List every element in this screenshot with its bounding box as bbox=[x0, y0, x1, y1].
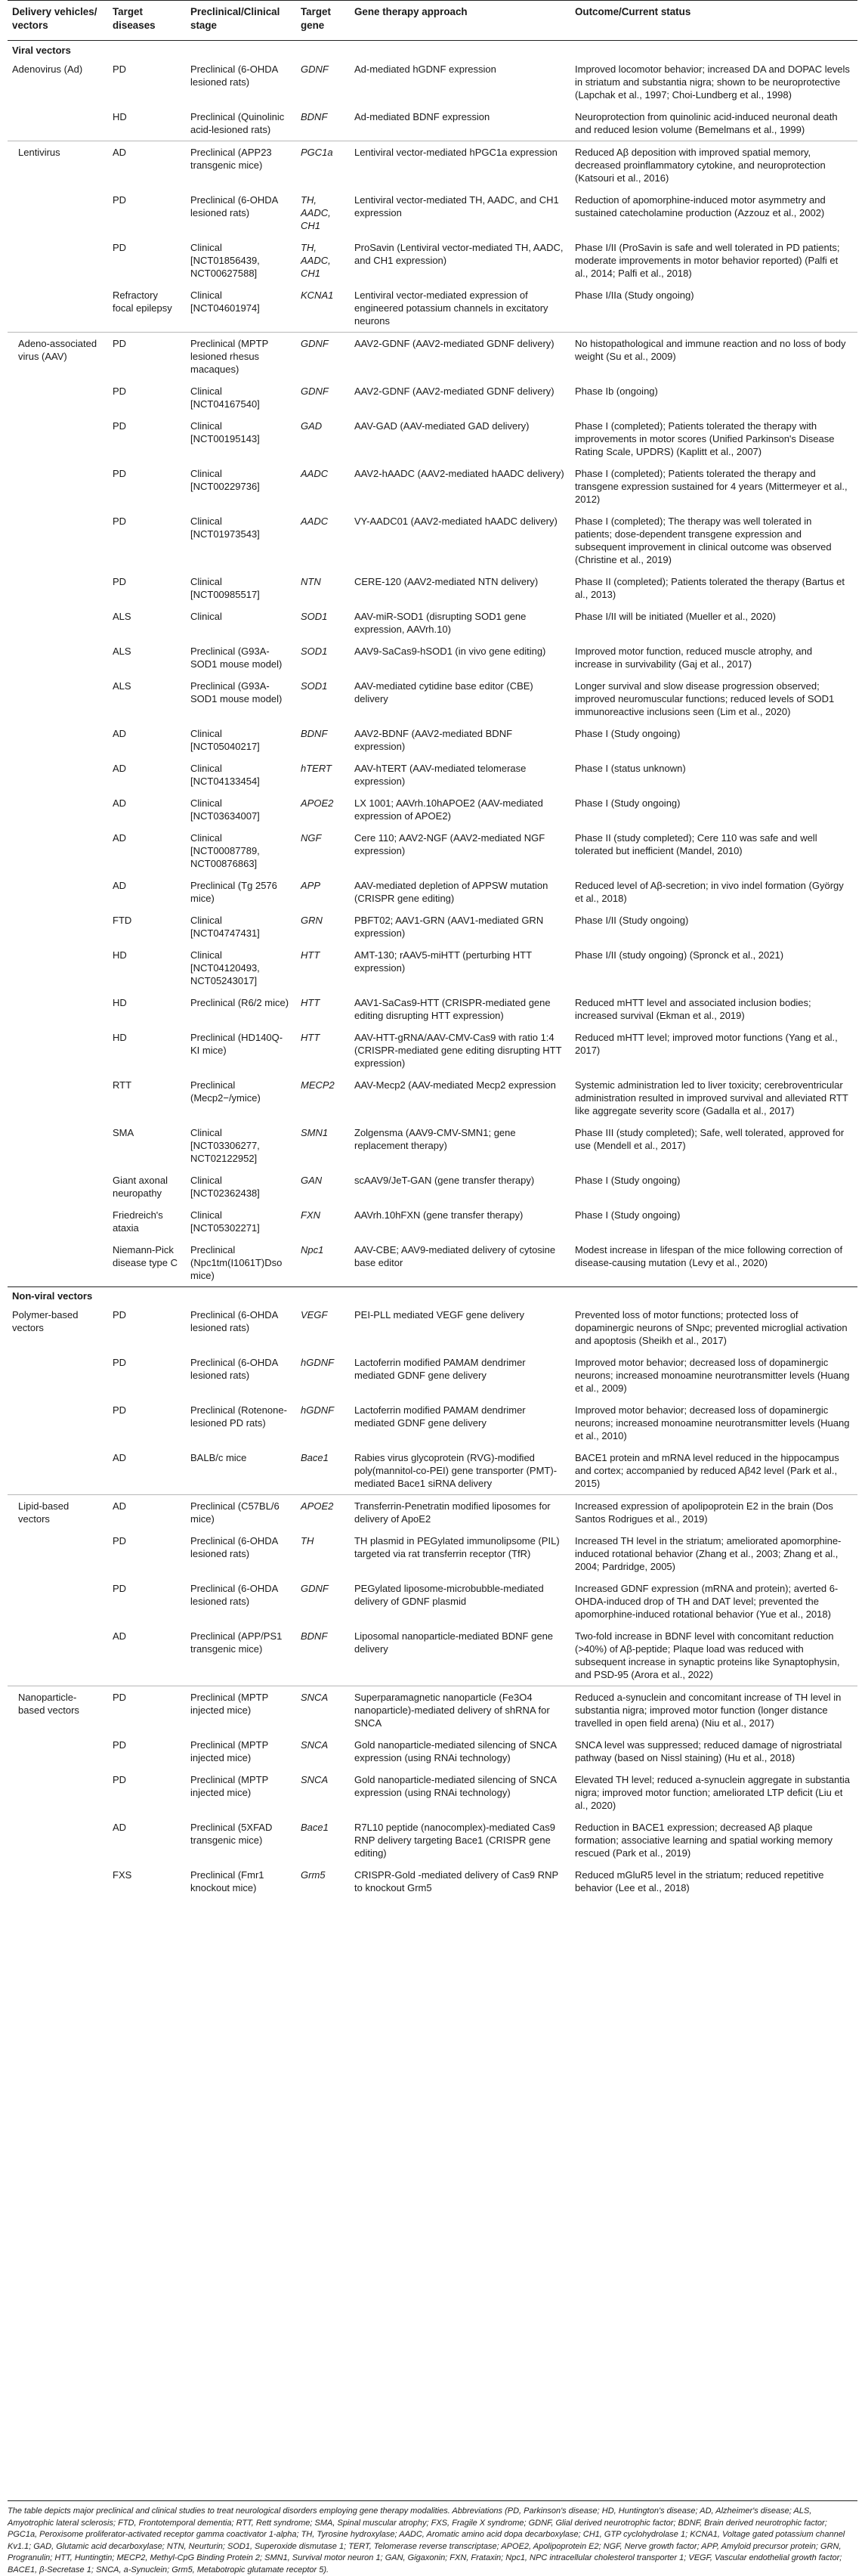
outcome-cell: Phase I/II (Study ongoing) bbox=[575, 915, 689, 926]
outcome-cell: Systemic administration led to liver toxicity; cerebroventricular administration resulted in improved survival and alleviated RTT like aggregate severity score (Gadalla et al., 2017) bbox=[575, 1079, 848, 1116]
approach-cell: CERE-120 (AAV2-mediated NTN delivery) bbox=[354, 576, 539, 587]
table-row bbox=[8, 1169, 857, 1204]
approach-cell: Liposomal nanoparticle-mediated BDNF gene delivery bbox=[354, 1630, 554, 1655]
table-row bbox=[8, 792, 857, 827]
approach-cell: Lactoferrin modified PAMAM dendrimer mediated GDNF gene delivery bbox=[354, 1357, 526, 1381]
gene-cell: APOE2 bbox=[296, 1495, 350, 1531]
stage-cell: Clinical [NCT02362438] bbox=[190, 1175, 260, 1199]
table-row bbox=[8, 675, 857, 723]
outcome-cell: Phase I/II (study ongoing) (Spronck et al., 2021) bbox=[575, 949, 784, 961]
disease-cell: AD bbox=[113, 1630, 127, 1642]
disease-cell: FTD bbox=[113, 915, 132, 926]
stage-cell: Preclinical (Mecp2−/ymice) bbox=[190, 1079, 261, 1104]
disease-cell: FXS bbox=[113, 1869, 132, 1881]
gene-cell: Npc1 bbox=[301, 1244, 324, 1255]
stage-cell: Preclinical (6-OHDA lesioned rats) bbox=[190, 63, 278, 88]
disease-cell: PD bbox=[113, 468, 127, 479]
outcome-cell: Phase I (Study ongoing) bbox=[575, 797, 681, 809]
gene-cell: HTT bbox=[301, 949, 320, 961]
gene-cell: SOD1 bbox=[301, 611, 328, 622]
vehicle-cell: Polymer-based vectors bbox=[12, 1309, 79, 1333]
outcome-cell: Phase I (status unknown) bbox=[575, 763, 686, 774]
outcome-cell: Phase II (study completed); Cere 110 was safe and well tolerated but inefficient (Mandel, 2010) bbox=[575, 832, 817, 856]
gene-cell: BDNF bbox=[301, 111, 328, 122]
stage-cell: Preclinical (HD140Q-KI mice) bbox=[190, 1032, 283, 1056]
table-row bbox=[8, 1816, 857, 1864]
approach-cell: AAV-Mecp2 (AAV-mediated Mecp2 expression bbox=[354, 1079, 556, 1091]
approach-cell: AAVrh.10hFXN (gene transfer therapy) bbox=[354, 1209, 524, 1221]
table-row bbox=[8, 992, 857, 1026]
approach-cell: PEI-PLL mediated VEGF gene delivery bbox=[354, 1309, 524, 1321]
vehicle-cell: Lentivirus bbox=[8, 141, 108, 333]
stage-cell: Clinical [NCT03306277, NCT02122952] bbox=[190, 1127, 260, 1164]
stage-cell: Preclinical (APP/PS1 transgenic mice) bbox=[190, 1630, 283, 1655]
approach-cell: scAAV9/JeT-GAN (gene transfer therapy) bbox=[354, 1175, 535, 1186]
stage-cell: Preclinical (APP23 transgenic mice) bbox=[186, 141, 296, 190]
gene-cell: SOD1 bbox=[301, 646, 328, 657]
table-row bbox=[8, 1399, 857, 1447]
table-row bbox=[8, 463, 857, 510]
disease-cell: PD bbox=[113, 1535, 127, 1547]
approach-cell: Ad-mediated BDNF expression bbox=[354, 111, 490, 122]
table-row bbox=[8, 827, 857, 875]
disease-cell: SMA bbox=[113, 1127, 134, 1138]
approach-cell: CRISPR-Gold -mediated delivery of Cas9 RNP to knockout Grm5 bbox=[354, 1869, 558, 1893]
vehicle-cell: Lipid-based vectors bbox=[8, 1495, 108, 1686]
col-header-outcome: Outcome/Current status bbox=[570, 1, 857, 41]
table-row bbox=[8, 1447, 857, 1495]
disease-cell: HD bbox=[113, 1032, 127, 1043]
outcome-cell: Reduced level of Aβ-secretion; in vivo indel formation (György et al., 2018) bbox=[575, 880, 844, 904]
disease-cell: AD bbox=[108, 141, 186, 190]
table-row bbox=[8, 571, 857, 605]
outcome-cell: Phase Ib (ongoing) bbox=[575, 385, 658, 397]
stage-cell: Preclinical (R6/2 mice) bbox=[190, 997, 289, 1008]
table-row bbox=[8, 723, 857, 757]
table-row bbox=[8, 1530, 857, 1577]
section-row bbox=[8, 1287, 857, 1305]
table-body bbox=[8, 41, 857, 1899]
stage-cell: Clinical [NCT04747431] bbox=[190, 915, 260, 939]
table-row bbox=[8, 640, 857, 675]
disease-cell: PD bbox=[113, 516, 127, 527]
approach-cell: Gold nanoparticle-mediated silencing of SNCA expression (using RNAi technology) bbox=[354, 1739, 557, 1763]
section-row bbox=[8, 41, 857, 59]
col-header-disease: Target diseases bbox=[108, 1, 186, 41]
disease-cell: Niemann-Pick disease type C bbox=[113, 1244, 178, 1268]
stage-cell: Clinical [NCT04120493, NCT05243017] bbox=[190, 949, 260, 986]
disease-cell: AD bbox=[113, 832, 127, 844]
disease-cell: AD bbox=[113, 880, 127, 891]
outcome-cell: Increased GDNF expression (mRNA and protein); averted 6-OHDA-induced drop of TH and DAT level; prevented the apomorphine-induced rotational behavior (Yue et al., 2018) bbox=[575, 1583, 839, 1620]
table-row bbox=[8, 944, 857, 992]
outcome-cell: Longer survival and slow disease progression observed; improved neuromuscular functions; reduced levels of SOD1 immunoreactive inclusions seen (Lim et al., 2020) bbox=[575, 680, 835, 717]
gene-cell: GDNF bbox=[301, 385, 329, 397]
stage-cell: Preclinical (MPTP injected mice) bbox=[190, 1739, 269, 1763]
table-row bbox=[8, 189, 857, 237]
gene-cell: Bace1 bbox=[301, 1822, 329, 1833]
disease-cell: AD bbox=[113, 728, 127, 739]
disease-cell: RTT bbox=[113, 1079, 132, 1091]
gene-cell: NGF bbox=[301, 832, 322, 844]
approach-cell: Cere 110; AAV2-NGF (AAV2-mediated NGF expression) bbox=[354, 832, 545, 856]
approach-cell: Lactoferrin modified PAMAM dendrimer mediated GDNF gene delivery bbox=[354, 1404, 526, 1429]
gene-cell: SMN1 bbox=[301, 1127, 329, 1138]
disease-cell: PD bbox=[113, 576, 127, 587]
approach-cell: R7L10 peptide (nanocomplex)-mediated Cas9 RNP delivery targeting Bace1 (CRISPR gene editing) bbox=[354, 1822, 555, 1859]
stage-cell: Clinical bbox=[190, 611, 222, 622]
outcome-cell: Phase I/IIa (Study ongoing) bbox=[575, 289, 694, 301]
stage-cell: Preclinical (Tg 2576 mice) bbox=[190, 880, 277, 904]
table-row bbox=[8, 380, 857, 415]
disease-cell: Refractory focal epilepsy bbox=[113, 289, 172, 314]
disease-cell: PD bbox=[113, 420, 127, 432]
gene-cell: APOE2 bbox=[301, 797, 334, 809]
stage-cell: Preclinical (Quinolinic acid-lesioned rats) bbox=[190, 111, 285, 135]
table-row bbox=[8, 1239, 857, 1287]
disease-cell: AD bbox=[108, 1495, 186, 1531]
stage-cell: Preclinical (MPTP injected mice) bbox=[190, 1774, 269, 1798]
disease-cell: PD bbox=[113, 1404, 127, 1416]
stage-cell: Clinical [NCT04601974] bbox=[190, 289, 260, 314]
gene-cell: KCNA1 bbox=[301, 289, 334, 301]
outcome-cell: Phase I (completed); Patients tolerated the therapy and transgene expression sustained for 4 years (Mittermeyer et al., 2012) bbox=[575, 468, 848, 505]
gene-cell: SNCA bbox=[296, 1686, 350, 1735]
outcome-cell: Phase I (completed); The therapy was well tolerated in patients; dose-dependent transgene expression and subsequent improvement in clinical outcome was observed (Christine et al., 2019) bbox=[575, 516, 832, 565]
gene-cell: GDNF bbox=[301, 1583, 329, 1594]
table-row bbox=[8, 1686, 857, 1735]
approach-cell: LX 1001; AAVrh.10hAPOE2 (AAV-mediated expression of APOE2) bbox=[354, 797, 543, 822]
outcome-cell: Phase I (completed); Patients tolerated the therapy with improvements in motor scores (Unified Parkinson's Disease Rating Scale, UPDRS) (Kaplitt et al., 2007) bbox=[575, 420, 835, 457]
approach-cell: Zolgensma (AAV9-CMV-SMN1; gene replacement therapy) bbox=[354, 1127, 516, 1151]
outcome-cell: Reduced Aβ deposition with improved spatial memory, decreased proinflammatory cytokine, and neuroprotection (Katsouri et al., 2016) bbox=[570, 141, 857, 190]
stage-cell: Preclinical (6-OHDA lesioned rats) bbox=[190, 1357, 278, 1381]
outcome-cell: SNCA level was suppressed; reduced damage of nigrostriatal pathway (based on Nissl staining) (Hu et al., 2018) bbox=[575, 1739, 842, 1763]
stage-cell: Preclinical (MPTP injected mice) bbox=[186, 1686, 296, 1735]
table-row bbox=[8, 284, 857, 333]
approach-cell: AAV2-hAADC (AAV2-mediated hAADC delivery) bbox=[354, 468, 564, 479]
gene-cell: VEGF bbox=[301, 1309, 328, 1321]
table-row bbox=[8, 1026, 857, 1074]
outcome-cell: BACE1 protein and mRNA level reduced in the hippocampus and cortex; accompanied by reduced Aβ42 level (Park et al., 2015) bbox=[575, 1452, 839, 1489]
stage-cell: Preclinical (Npc1tm(I1061T)Dso mice) bbox=[190, 1244, 283, 1281]
outcome-cell: Neuroprotection from quinolinic acid-induced neuronal death and reduced lesion volume (Bemelmans et al., 1999) bbox=[575, 111, 838, 135]
approach-cell: AAV-HTT-gRNA/AAV-CMV-Cas9 with ratio 1:4 (CRISPR-mediated gene editing disrupting HTT expression) bbox=[354, 1032, 562, 1069]
gene-cell: hGDNF bbox=[301, 1357, 335, 1368]
stage-cell: Clinical [NCT00195143] bbox=[190, 420, 260, 444]
outcome-cell: Phase III (study completed); Safe, well tolerated, approved for use (Mendell et al., 2017) bbox=[575, 1127, 845, 1151]
table-row bbox=[8, 1769, 857, 1816]
outcome-cell: Improved locomotor behavior; increased DA and DOPAC levels in striatum and substantia nigra; shown to be neuroprotective (Lapchak et al., 1997; Choi-Lundberg et al., 1998) bbox=[575, 63, 850, 101]
table-row bbox=[8, 605, 857, 640]
approach-cell: Rabies virus glycoprotein (RVG)-modified poly(mannitol-co-PEI) gene transporter (PMT)-mediated Bace1 siRNA delivery bbox=[354, 1452, 558, 1489]
stage-cell: Preclinical (Rotenone-lesioned PD rats) bbox=[190, 1404, 287, 1429]
gene-cell: Grm5 bbox=[301, 1869, 326, 1881]
approach-cell: Ad-mediated hGDNF expression bbox=[354, 63, 496, 75]
table-row bbox=[8, 1625, 857, 1686]
outcome-cell: Reduced mHTT level and associated inclusion bodies; increased survival (Ekman et al., 2019) bbox=[575, 997, 811, 1021]
gene-cell: APP bbox=[301, 880, 321, 891]
gene-cell: BDNF bbox=[301, 1630, 328, 1642]
table-row bbox=[8, 875, 857, 909]
gene-cell: NTN bbox=[301, 576, 321, 587]
outcome-cell: Increased TH level in the striatum; ameliorated apomorphine-induced rotational behavior (Zhang et al., 2003; Zhang et al., 2004; Pardridge, 2005) bbox=[575, 1535, 842, 1572]
vehicle-cell: Adenovirus (Ad) bbox=[12, 63, 83, 75]
table-row bbox=[8, 1351, 857, 1399]
outcome-cell: Reduced a-synuclein and concomitant increase of TH level in substantia nigra; improved motor function (longer distance travelled in open field arena) (Niu et al., 2017) bbox=[570, 1686, 857, 1735]
table-row bbox=[8, 106, 857, 141]
approach-cell: Lentiviral vector-mediated TH, AADC, and CH1 expression bbox=[354, 194, 559, 218]
approach-cell: AAV-CBE; AAV9-mediated delivery of cytosine base editor bbox=[354, 1244, 556, 1268]
outcome-cell: Phase I (Study ongoing) bbox=[575, 1209, 681, 1221]
gene-cell: hGDNF bbox=[301, 1404, 335, 1416]
table-row bbox=[8, 510, 857, 571]
approach-cell: AAV-mediated cytidine base editor (CBE) delivery bbox=[354, 680, 533, 704]
gene-cell: TH, AADC, CH1 bbox=[301, 242, 331, 279]
approach-cell: ProSavin (Lentiviral vector-mediated TH, AADC, and CH1 expression) bbox=[354, 242, 564, 266]
disease-cell: AD bbox=[113, 1452, 127, 1463]
outcome-cell: Phase I/II will be initiated (Mueller et al., 2020) bbox=[575, 611, 776, 622]
gene-cell: TH bbox=[301, 1535, 314, 1547]
gene-cell: SOD1 bbox=[301, 680, 328, 692]
outcome-cell: Modest increase in lifespan of the mice following correction of disease-causing mutation (Levy et al., 2020) bbox=[575, 1244, 843, 1268]
disease-cell: AD bbox=[113, 797, 127, 809]
gene-cell: hTERT bbox=[301, 763, 332, 774]
gene-cell: HTT bbox=[301, 997, 320, 1008]
stage-cell: Clinical [NCT04167540] bbox=[190, 385, 260, 410]
outcome-cell: No histopathological and immune reaction and no loss of body weight (Su et al., 2009) bbox=[570, 333, 857, 381]
table-row bbox=[8, 237, 857, 284]
outcome-cell: Phase I/II (ProSavin is safe and well tolerated in PD patients; moderate improvements in motor behavior reported) (Palfi et al., 2014; Palfi et al., 2018) bbox=[575, 242, 840, 279]
disease-cell: AD bbox=[113, 1822, 127, 1833]
outcome-cell: Increased expression of apolipoprotein E2 in the brain (Dos Santos Rodrigues et al., 2019) bbox=[570, 1495, 857, 1531]
approach-cell: AAV2-BDNF (AAV2-mediated BDNF expression) bbox=[354, 728, 513, 752]
disease-cell: PD bbox=[113, 63, 127, 75]
gene-cell: AADC bbox=[301, 516, 329, 527]
table-row bbox=[8, 1074, 857, 1122]
col-header-vehicle: Delivery vehicles/ vectors bbox=[8, 1, 108, 41]
outcome-cell: Improved motor function, reduced muscle atrophy, and increase in survivability (Gaj et al., 2017) bbox=[575, 646, 813, 670]
approach-cell: Gold nanoparticle-mediated silencing of SNCA expression (using RNAi technology) bbox=[354, 1774, 557, 1798]
approach-cell: AMT-130; rAAV5-miHTT (perturbing HTT expression) bbox=[354, 949, 532, 974]
gene-cell: HTT bbox=[301, 1032, 320, 1043]
table-row bbox=[8, 1122, 857, 1169]
stage-cell: Clinical [NCT05302271] bbox=[190, 1209, 260, 1234]
gene-cell: GDNF bbox=[296, 333, 350, 381]
gene-cell: GDNF bbox=[301, 63, 329, 75]
table-row bbox=[8, 1734, 857, 1769]
approach-cell: Lentiviral vector-mediated hPGC1a expression bbox=[350, 141, 570, 190]
disease-cell: Giant axonal neuropathy bbox=[113, 1175, 168, 1199]
gene-cell: GAD bbox=[301, 420, 323, 432]
approach-cell: PEGylated liposome-microbubble-mediated delivery of GDNF plasmid bbox=[354, 1583, 544, 1607]
disease-cell: PD bbox=[108, 1686, 186, 1735]
table-footnote: The table depicts major preclinical and clinical studies to treat neurological disorders employing gene therapy modalities. Abbreviations (PD, Parkinson's disease; HD, Huntington's disease; AD, Alzheimer's disease; ALS, Amyotrophic lateral sclerosis; FTD, Frontotemporal dementia; RTT, Rett syndrome; SMA, Spinal muscular atrophy; FXS, Fragile X syndrome; GDNF, Glial derived neurotrophic factor; BDNF, Brain derived neurotrophic factor; PGC1a, Peroxisome proliferator-activated receptor gamma coactivator 1-alpha; TH, Tyrosine hydroxylase; AADC, Aromatic amino acid dopa decarboxylase; CH1, GTP cyclohydrolase 1; KCNA1, Voltage gated potassium channel Kv1.1; GAD, Glutamic acid decarboxylase; NTN, Neurturin; SOD1, Superoxide dismutase 1; TERT, Telomerase reverse transcriptase; APOE2, Apolipoprotein E2; NGF, Nerve growth factor; APP, Amyloid precursor protein; GRN, Progranulin; HTT, Huntingtin; MECP2, Methyl-CpG Binding Protein 2; SMN1, Survival motor neuron 1; GAN, Gigaxonin; FXN, Frataxin; Npc1, NPC intracellular cholesterol transporter 1; VEGF, Vascular endothelial growth factor; BACE1, β-Secretase 1; SNCA, a-Synuclein; Grm5, Metabotropic glutamate receptor 5). bbox=[8, 2500, 857, 2576]
approach-cell: PBFT02; AAV1-GRN (AAV1-mediated GRN expression) bbox=[354, 915, 544, 939]
outcome-cell: Phase I (Study ongoing) bbox=[575, 728, 681, 739]
approach-cell: AAV-GAD (AAV-mediated GAD delivery) bbox=[354, 420, 530, 432]
disease-cell: PD bbox=[113, 1583, 127, 1594]
gene-cell: GRN bbox=[301, 915, 323, 926]
outcome-cell: Reduction of apomorphine-induced motor asymmetry and sustained catecholamine production (Azzouz et al., 2002) bbox=[575, 194, 826, 218]
stage-cell: BALB/c mice bbox=[190, 1452, 247, 1463]
outcome-cell: Two-fold increase in BDNF level with concomitant reduction (>40%) of Aβ-peptide; Plaque load was reduced with subsequent increase in synaptic proteins like Synaptophysin, and PSD-95 (Arora et al., 2022) bbox=[575, 1630, 840, 1680]
disease-cell: ALS bbox=[113, 611, 131, 622]
disease-cell: PD bbox=[113, 194, 127, 206]
approach-cell: AAV-mediated depletion of APPSW mutation (CRISPR gene editing) bbox=[354, 880, 548, 904]
table-row bbox=[8, 415, 857, 463]
vehicle-cell: Nanoparticle-based vectors bbox=[8, 1686, 108, 1899]
table-row bbox=[8, 333, 857, 381]
disease-cell: HD bbox=[113, 949, 127, 961]
approach-cell: AAV2-GDNF (AAV2-mediated GDNF delivery) bbox=[350, 333, 570, 381]
gene-cell: BDNF bbox=[301, 728, 328, 739]
stage-cell: Clinical [NCT05040217] bbox=[190, 728, 260, 752]
table-row bbox=[8, 757, 857, 792]
disease-cell: PD bbox=[113, 1357, 127, 1368]
stage-cell: Preclinical (C57BL/6 mice) bbox=[186, 1495, 296, 1531]
approach-cell: AAV9-SaCas9-hSOD1 (in vivo gene editing) bbox=[354, 646, 546, 657]
table-row bbox=[8, 1204, 857, 1239]
gene-cell: Bace1 bbox=[301, 1452, 329, 1463]
approach-cell: AAV-miR-SOD1 (disrupting SOD1 gene expression, AAVrh.10) bbox=[354, 611, 527, 635]
disease-cell: PD bbox=[113, 1739, 127, 1751]
gene-cell: GAN bbox=[301, 1175, 323, 1186]
stage-cell: Preclinical (6-OHDA lesioned rats) bbox=[190, 1535, 278, 1559]
section-title: Non-viral vectors bbox=[8, 1287, 857, 1305]
stage-cell: Clinical [NCT00087789, NCT00876863] bbox=[190, 832, 260, 869]
stage-cell: Preclinical (6-OHDA lesioned rats) bbox=[190, 1309, 278, 1333]
gene-cell: AADC bbox=[301, 468, 329, 479]
stage-cell: Clinical [NCT03634007] bbox=[190, 797, 260, 822]
table-row bbox=[8, 141, 857, 190]
outcome-cell: Reduction in BACE1 expression; decreased Aβ plaque formation; associative learning and spatial working memory rescued (Park et al., 2019) bbox=[575, 1822, 833, 1859]
stage-cell: Clinical [NCT01973543] bbox=[190, 516, 260, 540]
approach-cell: AAV1-SaCas9-HTT (CRISPR-mediated gene editing disrupting HTT expression) bbox=[354, 997, 551, 1021]
outcome-cell: Elevated TH level; reduced a-synuclein aggregate in substantia nigra; improved motor function; ameliorated LTP deficit (Liu et al., 2020) bbox=[575, 1774, 850, 1811]
table-header bbox=[8, 1, 857, 41]
disease-cell: ALS bbox=[113, 680, 131, 692]
table-row bbox=[8, 1577, 857, 1625]
stage-cell: Preclinical (G93A-SOD1 mouse model) bbox=[190, 680, 283, 704]
approach-cell: Superparamagnetic nanoparticle (Fe3O4 nanoparticle)-mediated delivery of shRNA for SNCA bbox=[350, 1686, 570, 1735]
outcome-cell: Phase II (completed); Patients tolerated the therapy (Bartus et al., 2013) bbox=[575, 576, 845, 600]
disease-cell: PD bbox=[108, 333, 186, 381]
table-row bbox=[8, 1864, 857, 1899]
table-row bbox=[8, 1495, 857, 1531]
gene-therapy-table bbox=[8, 0, 857, 1899]
outcome-cell: Reduced mHTT level; improved motor functions (Yang et al., 2017) bbox=[575, 1032, 838, 1056]
disease-cell: AD bbox=[113, 763, 127, 774]
approach-cell: AAV-hTERT (AAV-mediated telomerase expression) bbox=[354, 763, 527, 787]
disease-cell: PD bbox=[113, 1309, 127, 1321]
disease-cell: PD bbox=[113, 385, 127, 397]
gene-cell: TH, AADC, CH1 bbox=[301, 194, 331, 231]
disease-cell: Friedreich's ataxia bbox=[113, 1209, 163, 1234]
disease-cell: ALS bbox=[113, 646, 131, 657]
outcome-cell: Improved motor behavior; decreased loss of dopaminergic neurons; increased monoamine neurotransmitter levels (Huang et al., 2010) bbox=[575, 1404, 850, 1441]
stage-cell: Preclinical (6-OHDA lesioned rats) bbox=[190, 1583, 278, 1607]
disease-cell: PD bbox=[113, 1774, 127, 1785]
stage-cell: Preclinical (5XFAD transgenic mice) bbox=[190, 1822, 273, 1846]
outcome-cell: Improved motor behavior; decreased loss of dopaminergic neurons; increased monoamine neurotransmitter levels (Huang et al., 2009) bbox=[575, 1357, 850, 1394]
stage-cell: Clinical [NCT01856439, NCT00627588] bbox=[190, 242, 260, 279]
approach-cell: Lentiviral vector-mediated expression of engineered potassium channels in excitatory neurons bbox=[354, 289, 548, 327]
approach-cell: Transferrin-Penetratin modified liposomes for delivery of ApoE2 bbox=[350, 1495, 570, 1531]
outcome-cell: Reduced mGluR5 level in the striatum; reduced repetitive behavior (Lee et al., 2018) bbox=[575, 1869, 824, 1893]
disease-cell: PD bbox=[113, 242, 127, 253]
approach-cell: TH plasmid in PEGylated immunolipsome (PIL) targeted via rat transferrin receptor (TfR) bbox=[354, 1535, 560, 1559]
gene-cell: FXN bbox=[301, 1209, 320, 1221]
outcome-cell: Phase I (Study ongoing) bbox=[575, 1175, 681, 1186]
col-header-stage: Preclinical/Clinical stage bbox=[186, 1, 296, 41]
approach-cell: VY-AADC01 (AAV2-mediated hAADC delivery) bbox=[354, 516, 558, 527]
vehicle-cell: Adeno-associated virus (AAV) bbox=[8, 333, 108, 1287]
section-title: Viral vectors bbox=[12, 45, 71, 56]
gene-cell: MECP2 bbox=[301, 1079, 335, 1091]
outcome-cell: Prevented loss of motor functions; protected loss of dopaminergic neurons of SNpc; prevented microglial activation and apoptosis (Sheikh et al., 2017) bbox=[575, 1309, 848, 1346]
disease-cell: HD bbox=[113, 111, 127, 122]
stage-cell: Clinical [NCT00985517] bbox=[190, 576, 260, 600]
gene-cell: SNCA bbox=[301, 1739, 329, 1751]
col-header-gene: Target gene bbox=[296, 1, 350, 41]
stage-cell: Preclinical (MPTP lesioned rhesus macaques) bbox=[186, 333, 296, 381]
table-row bbox=[8, 909, 857, 944]
table-row bbox=[8, 58, 857, 106]
disease-cell: HD bbox=[113, 997, 127, 1008]
gene-cell: SNCA bbox=[301, 1774, 329, 1785]
approach-cell: AAV2-GDNF (AAV2-mediated GDNF delivery) bbox=[354, 385, 555, 397]
table-row bbox=[8, 1304, 857, 1351]
stage-cell: Preclinical (6-OHDA lesioned rats) bbox=[190, 194, 278, 218]
stage-cell: Preclinical (Fmr1 knockout mice) bbox=[190, 1869, 264, 1893]
gene-cell: PGC1a bbox=[296, 141, 350, 190]
stage-cell: Clinical [NCT00229736] bbox=[190, 468, 260, 492]
col-header-approach: Gene therapy approach bbox=[350, 1, 570, 41]
stage-cell: Preclinical (G93A-SOD1 mouse model) bbox=[190, 646, 283, 670]
stage-cell: Clinical [NCT04133454] bbox=[190, 763, 260, 787]
